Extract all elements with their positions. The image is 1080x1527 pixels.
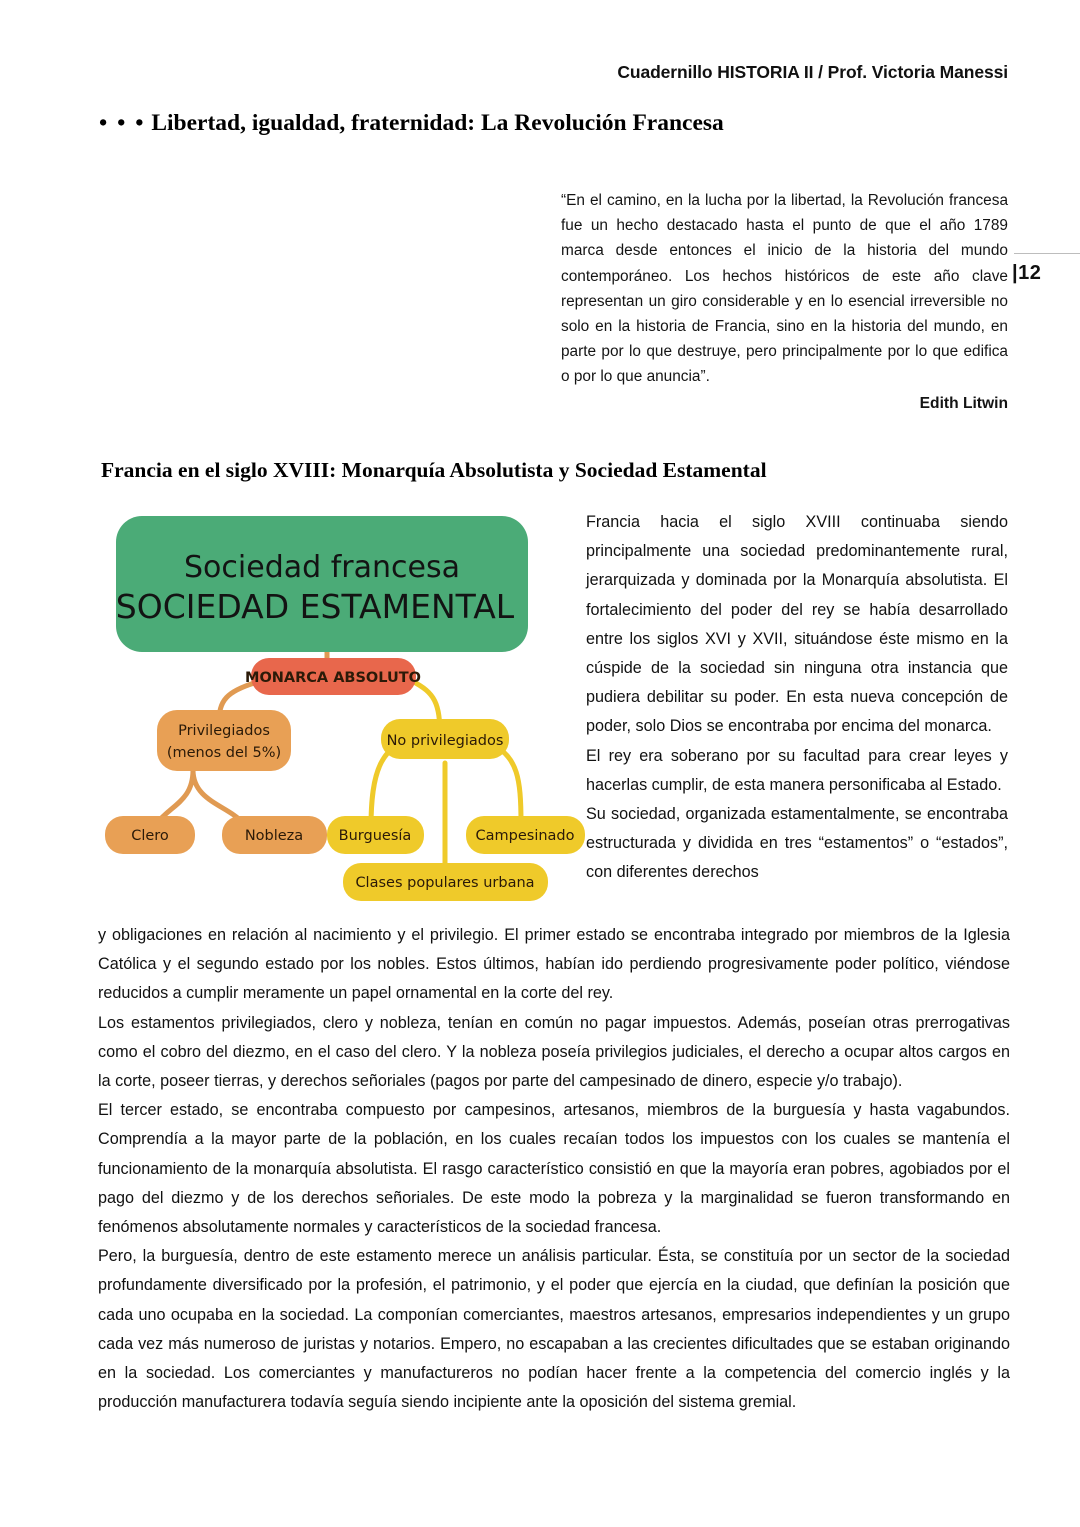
- page-number: |12: [1012, 262, 1042, 284]
- paragraph: Pero, la burguesía, dentro de este estamento merece un análisis particular. Ésta, se constituía por un sector de la sociedad profundamente diversificado por la profesión, el patrimonio, y el poder que ejercía en la ciudad, que definían la posición que cada uno ocupaba en la sociedad. La componían comerciantes, maestros artesanos, empresarios independientes y un grupo cada vez más numeroso de juristas y notarios. Empero, no escapaban a las crecientes dificultades que se estaban originando en la sociedad. Los comerciantes y manufactureros no podían hacer frente a la competencia del comercio inglés y la producción manufacturera todavía seguía siendo incipiente ante la oposición del sistema gremial.: [98, 1247, 1010, 1412]
- page-title: [99, 110, 724, 137]
- node-no-privilegiados-label: No privilegiados: [386, 733, 504, 749]
- node-privilegiados-label-1: Privilegiados: [178, 723, 270, 739]
- diagram-header-line2: SOCIEDAD ESTAMENTAL: [115, 587, 515, 626]
- connector-privilegiados-to-nobleza: [193, 770, 243, 823]
- page-header: Cuadernillo HISTORIA II / Prof. Victoria Manessi: [617, 62, 1008, 82]
- paragraph: Los estamentos privilegiados, clero y nobleza, tenían en común no pagar impuestos. Además, poseían otras prerrogativas como el cobro del diezmo, en el caso del clero. Y la nobleza poseía privilegios judiciales, el derecho a ocupar altos cargos en la corte, poseer tierras, y derechos señoriales (pagos por parte del campesinado de dinero, especie y/o trabajo).: [98, 1013, 1010, 1091]
- node-campesinado-label: Campesinado: [475, 828, 575, 844]
- paragraph: El rey era soberano por su facultad para crear leyes y hacerlas cumplir, de esta manera personificaba al Estado.: [586, 746, 1008, 794]
- diagram-header-line1: Sociedad francesa: [184, 550, 460, 585]
- paragraph: Francia hacia el siglo XVIII continuaba siendo principalmente una sociedad predominantemente rural, jerarquizada y dominada por la Monarquía absolutista. El fortalecimiento del poder del rey se había desarrollado entre los siglos XVI y XVII, situándose éste mismo en la cúspide de la sociedad sin ninguna otra instancia que pudiera debilitar su poder. En esta nueva concepción de poder, solo Dios se encontraba por encima del monarca.: [586, 513, 1008, 736]
- connector-privilegiados-to-clero: [157, 770, 193, 823]
- paragraph: Su sociedad, organizada estamentalmente, se encontraba estructurada y dividida en tres “estamentos” o “estados”, con diferentes derechos: [586, 805, 1008, 882]
- pull-quote-author: Edith Litwin: [919, 394, 1008, 412]
- node-burguesia-label: Burguesía: [338, 828, 412, 844]
- node-clero-label: Clero: [131, 828, 169, 844]
- sociedad-estamental-diagram: [105, 505, 585, 920]
- pull-quote-text: “En el camino, en la lucha por la libertad, la Revolución francesa fue un hecho destacado hasta el punto de que el año 1789 marca desde entonces el inicio de la historia del mundo contemporáneo. Los hechos históricos de este año clave representan un giro considerable y en lo esencial irreversible no solo en la historia de Francia, sino en la historia del mundo, en parte por lo que destruye, pero principalmente por lo que edifica o por lo que anuncia”.: [561, 192, 1008, 386]
- right-column-text: [586, 508, 1008, 888]
- paragraph: El tercer estado, se encontraba compuesto por campesinos, artesanos, miembros de la burguesía y hasta vagabundos. Comprendía a la mayor parte de la población, en los cuales recaían todos los impuestos con los cuales se mantenía el funcionamiento de la monarquía absolutista. El rasgo característico consistió en que la mayoría eran pobres, agobiados por el pago del diezmo y de los derechos señoriales. De este modo la pobreza y la marginalidad se fueron transformando en fenómenos absolutamente normales y característicos de la sociedad francesa.: [98, 1101, 1010, 1237]
- node-monarca-absoluto-label: MONARCA ABSOLUTO: [245, 670, 421, 686]
- node-nobleza-label: Nobleza: [244, 828, 304, 844]
- bullet-dots-icon: • • •: [99, 110, 146, 136]
- node-clases-populares-label: Clases populares urbana: [355, 875, 535, 891]
- node-privilegiados-label-2: (menos del 5%): [166, 745, 282, 761]
- pull-quote: [561, 188, 1008, 416]
- node-privilegiados: [157, 710, 291, 771]
- paragraph: y obligaciones en relación al nacimiento y el privilegio. El primer estado se encontraba integrado por miembros de la Iglesia Católica y el segundo estado por los nobles. Estos últimos, habían ido perdiendo progresivamente poder político, viéndose reducidos a cumplir meramente un papel ornamental en la corte del rey.: [98, 926, 1010, 1003]
- page-title-text: Libertad, igualdad, fraternidad: La Revolución Francesa: [151, 110, 724, 136]
- page-number-rule: [1014, 253, 1080, 254]
- body-paragraphs: [98, 921, 1010, 1417]
- section-heading: Francia en el siglo XVIII: Monarquía Absolutista y Sociedad Estamental: [101, 458, 767, 482]
- page-number-marker: [1012, 262, 1080, 285]
